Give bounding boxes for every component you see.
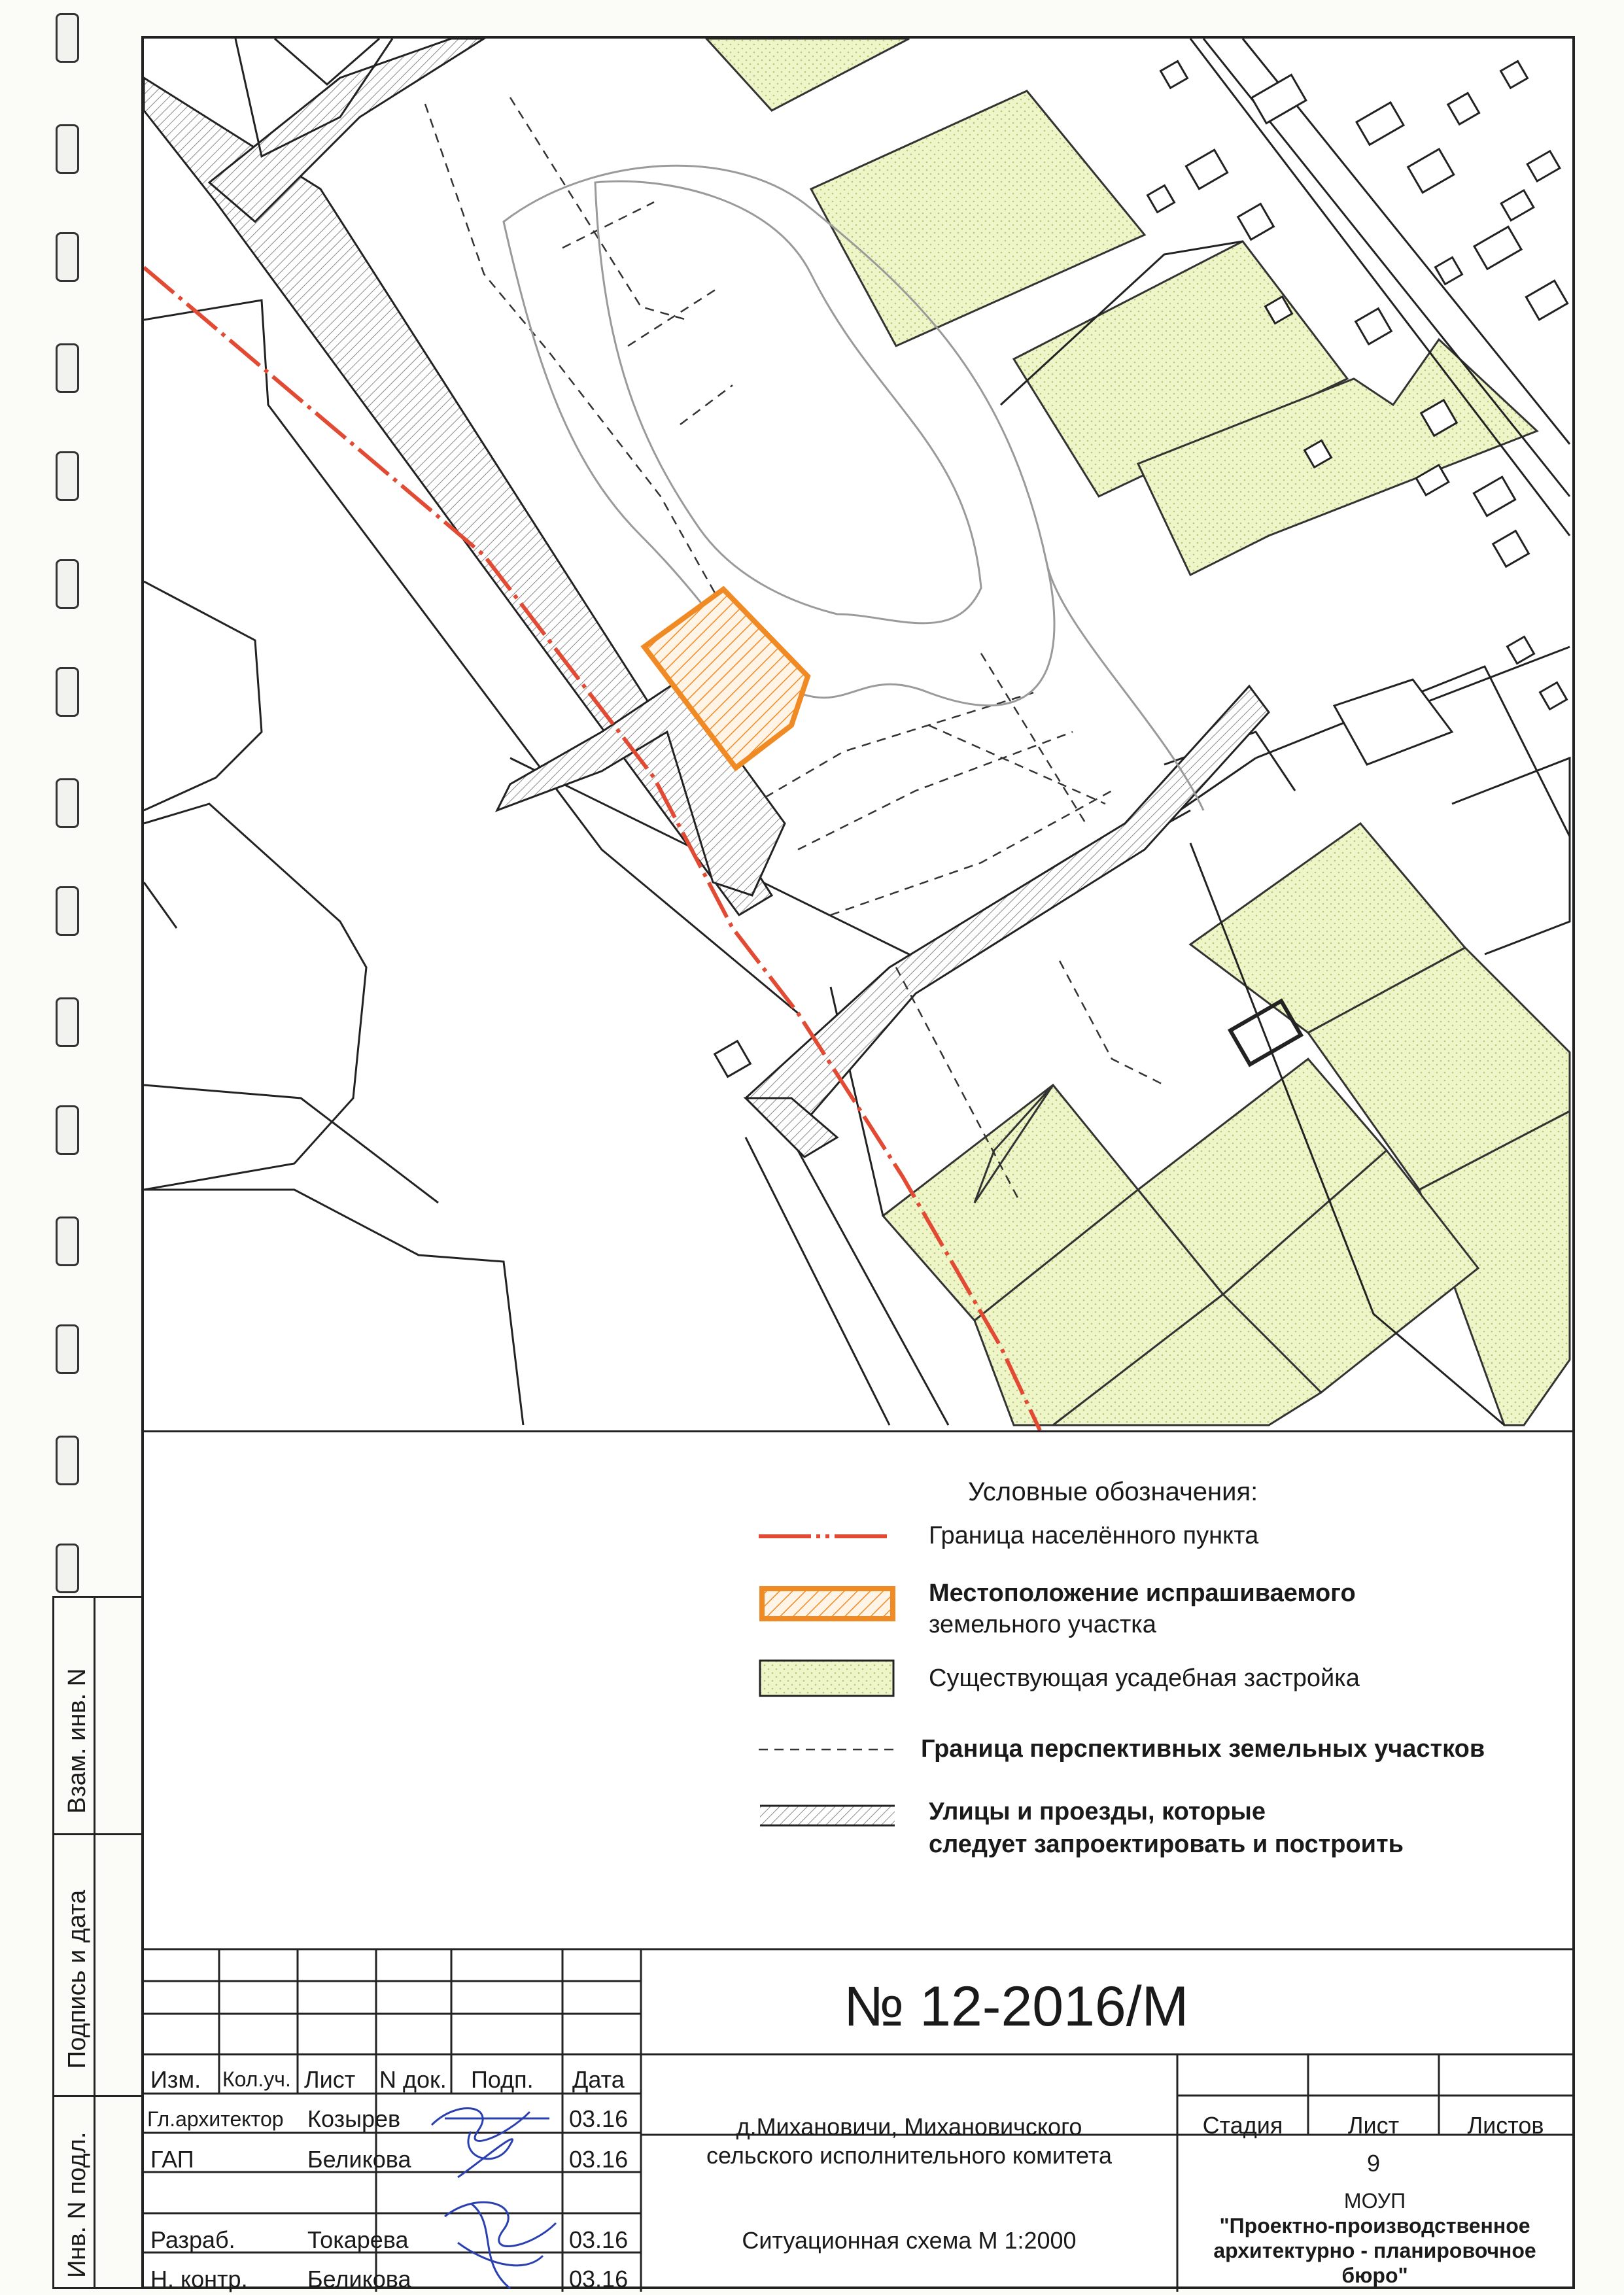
sheet-title: Ситуационная схема М 1:2000 [742, 2227, 1077, 2254]
binding-hole [56, 232, 79, 282]
legend-label-boundary: Граница населённого пункта [929, 1522, 1259, 1549]
binding-hole [56, 667, 79, 717]
object-line-1: д.Михановичи, Михановичского [736, 2113, 1082, 2140]
binding-hole [56, 997, 79, 1047]
binding-hole [56, 1544, 79, 1593]
binding-hole [56, 343, 79, 393]
binding-hole [56, 1217, 79, 1266]
row-role-1: ГАП [150, 2146, 194, 2173]
row-role-3: Разраб. [150, 2226, 235, 2253]
situation-map [144, 39, 1572, 1430]
row-date-1: 03.16 [569, 2146, 629, 2173]
header-izm: Изм. [150, 2066, 201, 2093]
sheet-label: Лист [1347, 2112, 1400, 2139]
org-line-2: "Проектно-производственное [1219, 2214, 1530, 2237]
row-name-3: Токарева [307, 2226, 409, 2253]
legend-swatch-existing [759, 1659, 896, 1699]
drawing-sheet [141, 36, 1575, 2292]
stamp-sidebar [52, 1596, 141, 2289]
legend-label-plot-bold: Местоположение испрашиваемого [929, 1579, 1356, 1607]
legend-swatch-future [759, 1746, 896, 1753]
legend-label-plot: земельного участка [929, 1611, 1156, 1638]
legend-swatch-streets [759, 1799, 896, 1832]
legend [144, 1430, 1572, 1984]
binding-hole [56, 1324, 79, 1374]
binding-hole [56, 559, 79, 609]
legend-label-existing: Существующая усадебная застройка [929, 1665, 1360, 1692]
sheets-label: Листов [1467, 2112, 1544, 2139]
binding-hole [56, 124, 79, 174]
header-podp: Подп. [471, 2066, 534, 2093]
header-data: Дата [572, 2066, 625, 2093]
sidebar-inv-podl: Инв. N подл. [63, 2131, 91, 2278]
row-date-0: 03.16 [569, 2105, 629, 2132]
org-line-3: архитектурно - планировочное [1213, 2239, 1536, 2262]
legend-label-streets-1: Улицы и проезды, которые [929, 1798, 1266, 1825]
legend-label-future: Граница перспективных земельных участков [921, 1735, 1485, 1763]
row-role-0: Гл.архитектор [147, 2107, 284, 2131]
legend-label-streets-2: следует запроектировать и построить [929, 1831, 1404, 1858]
org-line-1: МОУП [1343, 2189, 1406, 2213]
sheet-value: 9 [1366, 2150, 1381, 2177]
row-name-0: Козырев [307, 2105, 401, 2132]
header-kol: Кол.уч. [222, 2067, 291, 2091]
sidebar-vzam-inv: Взам. инв. N [63, 1668, 91, 1814]
sidebar-podpis-data: Подпись и дата [63, 1889, 91, 2069]
legend-swatch-plot [759, 1585, 896, 1625]
binding-hole [56, 451, 79, 501]
row-date-3: 03.16 [569, 2226, 629, 2253]
binding-hole [56, 1436, 79, 1485]
row-role-4: Н. контр. [150, 2266, 248, 2292]
object-line-2: сельского исполнительного комитета [706, 2142, 1112, 2169]
legend-swatch-boundary [759, 1530, 890, 1543]
binding-hole [56, 886, 79, 936]
header-ndok: N док. [379, 2066, 447, 2093]
header-list: Лист [304, 2066, 356, 2093]
signatures [419, 2092, 589, 2295]
org-line-4: бюро" [1341, 2264, 1408, 2287]
binding-hole [56, 778, 79, 828]
settlement-boundary [144, 267, 1040, 1430]
binding-hole [56, 13, 79, 63]
stage-label: Стадия [1202, 2112, 1283, 2139]
row-date-4: 03.16 [569, 2266, 629, 2292]
legend-title: Условные обозначения: [968, 1477, 1258, 1506]
row-name-1: Беликова [307, 2146, 411, 2173]
doc-number: № 12-2016/М [844, 1975, 1189, 2038]
binding-hole [56, 1105, 79, 1155]
row-name-4: Беликова [307, 2266, 411, 2292]
